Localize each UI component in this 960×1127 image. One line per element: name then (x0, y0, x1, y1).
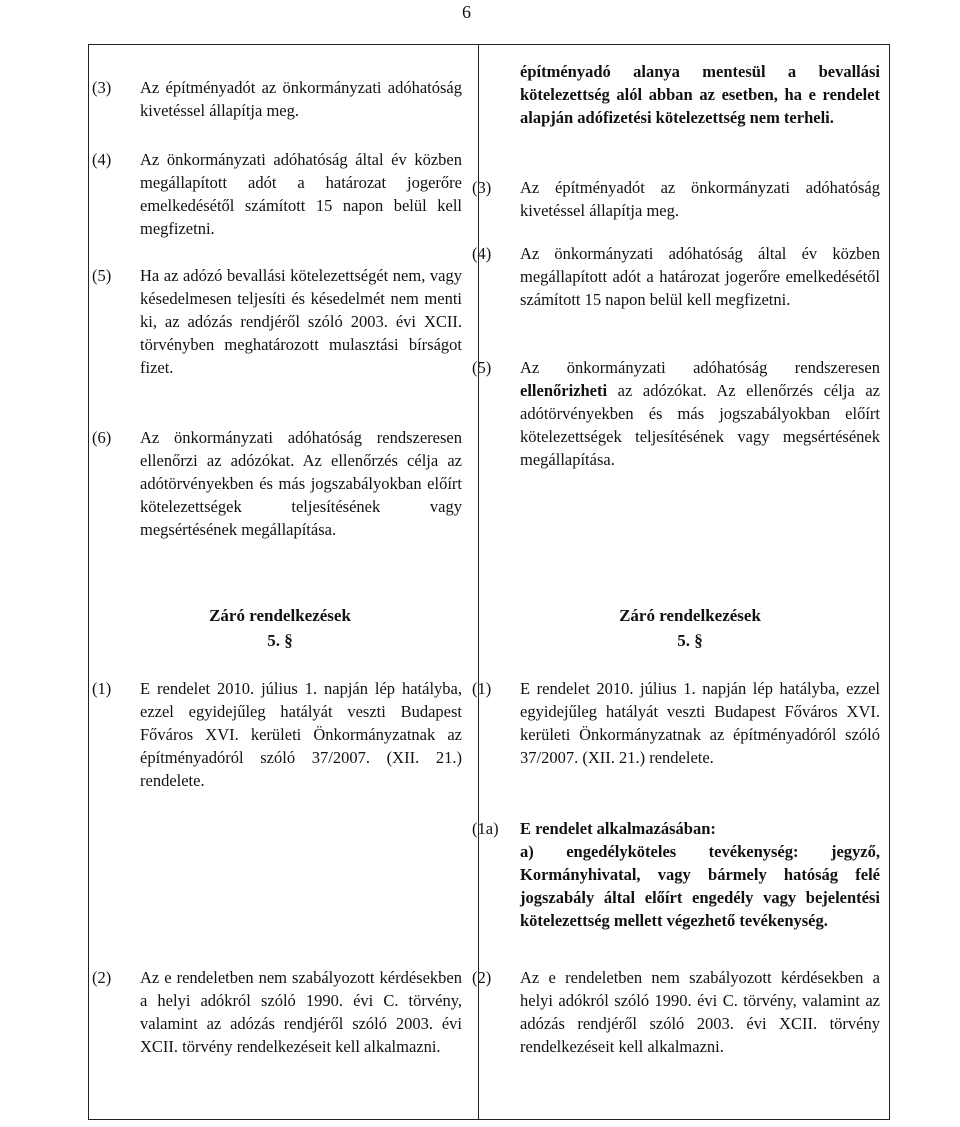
paragraph-number: (4) (472, 244, 492, 263)
right-closing-heading (500, 603, 880, 653)
paragraph-text-start: Az önkormányzati adóhatóság rendszeresen (520, 358, 880, 377)
left-paragraph-5 (92, 264, 462, 379)
paragraph-number: (2) (472, 968, 492, 987)
paragraph-text-end: az adózókat. Az ellenőrzés célja az adótörvényekben és más jogszabályokban előírt kötelezettségek teljesítésének vagy megsértésének megállapítása. (520, 381, 880, 469)
paragraph-text-bold: ellenőrizheti (520, 381, 608, 400)
paragraph-text: Az építményadót az önkormányzati adóhatóság kivetéssel állapítja meg. (520, 178, 880, 220)
paragraph-number: (4) (92, 150, 112, 169)
paragraph-number: (3) (92, 78, 112, 97)
right-continuation-paragraph (520, 60, 880, 129)
paragraph-text: Az önkormányzati adóhatóság által év közben megállapított adót a határozat jogerőre emelkedésétől számított 15 napon belül kell megfizetni. (520, 244, 880, 309)
left-paragraph-4 (92, 148, 462, 240)
paragraph-text: E rendelet 2010. július 1. napján lép hatályba, ezzel egyidejűleg hatályát veszti Budapest Főváros XVI. kerületi Önkormányzatnak az építményadóról szóló 37/2007. (XII. 21.) rendelete. (140, 679, 462, 790)
heading-section: 5. § (267, 631, 293, 650)
paragraph-text: Az építményadót az önkormányzati adóhatóság kivetéssel állapítja meg. (140, 78, 462, 120)
left-paragraph-3 (92, 76, 462, 122)
paragraph-number: (5) (472, 358, 492, 377)
left-final-paragraph-2 (92, 966, 462, 1058)
definition-item-a: a) engedélyköteles tevékenység: jegyző, Kormányhivatal, vagy bármely hatóság felé jogszabály által előírt engedély vagy bejelentési kötelezettség mellett végezhető tevékenység. (520, 842, 880, 930)
paragraph-text: építményadó alanya mentesül a bevallási kötelezettség alól abban az esetben, ha e rendelet alapján adófizetési kötelezettség nem terheli. (520, 62, 880, 127)
paragraph-number: (2) (92, 968, 112, 987)
paragraph-text: Az e rendeletben nem szabályozott kérdésekben a helyi adókról szóló 1990. évi C. törvény, valamint az adózás rendjéről szóló 2003. évi XCII. törvény rendelkezéseit kell alkalmazni. (520, 968, 880, 1056)
heading-section: 5. § (677, 631, 703, 650)
paragraph-text: Az önkormányzati adóhatóság rendszeresen ellenőrzi az adózókat. Az ellenőrzés célja az adótörvényekben és más jogszabályokban előírt kötelezettségek teljesítésének vagy megsértésének megállapítása. (140, 428, 462, 539)
right-paragraph-3 (472, 176, 880, 222)
heading-title: Záró rendelkezések (619, 606, 761, 625)
paragraph-number: (5) (92, 266, 112, 285)
paragraph-text: Ha az adózó bevallási kötelezettségét nem, vagy késedelmesen teljesíti és késedelmét nem menti ki, az adózás rendjéről szóló 2003. évi XCII. törvényben meghatározott mulasztási bírságot fizet. (140, 266, 462, 377)
page-number: 6 (462, 2, 471, 22)
right-final-paragraph-1 (472, 677, 880, 769)
paragraph-text: E rendelet 2010. július 1. napján lép hatályba, ezzel egyidejűleg hatályát veszti Budapest Főváros XVI. kerületi Önkormányzatnak az építményadóról szóló 37/2007. (XII. 21.) rendelete. (520, 679, 880, 767)
paragraph-number: (1) (92, 679, 112, 698)
paragraph-number: (3) (472, 178, 492, 197)
paragraph-number: (1a) (472, 819, 499, 838)
paragraph-number: (1) (472, 679, 492, 698)
paragraph-text: Az önkormányzati adóhatóság által év közben megállapított adót a határozat jogerőre emelkedésétől számított 15 napon belül kell megfizetni. (140, 150, 462, 238)
left-final-paragraph-1 (92, 677, 462, 792)
left-closing-heading (100, 603, 460, 653)
right-paragraph-5 (472, 356, 880, 471)
right-final-paragraph-1a (472, 817, 880, 932)
column-divider (478, 44, 479, 1120)
left-paragraph-6 (92, 426, 462, 541)
right-final-paragraph-2 (472, 966, 880, 1058)
paragraph-intro: E rendelet alkalmazásában: (520, 819, 716, 838)
heading-title: Záró rendelkezések (209, 606, 351, 625)
right-paragraph-4 (472, 242, 880, 311)
paragraph-text: Az e rendeletben nem szabályozott kérdésekben a helyi adókról szóló 1990. évi C. törvény, valamint az adózás rendjéről szóló 2003. évi XCII. törvény rendelkezéseit kell alkalmazni. (140, 968, 462, 1056)
paragraph-number: (6) (92, 428, 112, 447)
